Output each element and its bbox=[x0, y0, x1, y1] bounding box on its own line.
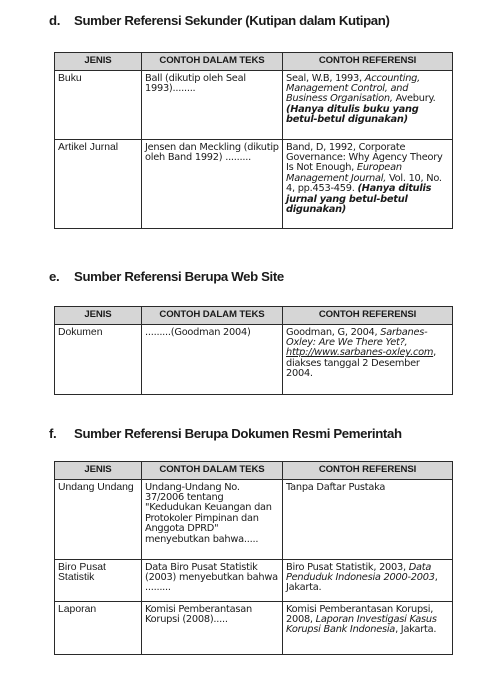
table-row bbox=[55, 479, 453, 559]
table-header-row bbox=[55, 462, 453, 480]
reference-text-segment: (Hanya ditulis jurnal yang betul-betul digunakan) bbox=[286, 183, 432, 216]
reference-text-segment: , Jakarta. bbox=[395, 624, 437, 636]
table-header-row bbox=[55, 53, 453, 71]
cell-contoh-referensi bbox=[283, 479, 453, 559]
reference-text-segment: Band, D, 1992, Corporate Governance: Why Agency Theory Is Not Enough, bbox=[286, 141, 443, 174]
table-row bbox=[55, 601, 453, 654]
section-title: Sumber Referensi Berupa Dokumen Resmi Pemerintah bbox=[74, 426, 402, 441]
column-header-jenis: JENIS bbox=[55, 462, 142, 480]
column-header-contoh-teks: CONTOH DALAM TEKS bbox=[142, 53, 283, 71]
cell-contoh-referensi bbox=[283, 139, 453, 228]
reference-text-segment: Avebury. bbox=[392, 93, 436, 105]
column-header-contoh-referensi: CONTOH REFERENSI bbox=[283, 307, 453, 325]
reference-text-segment: Goodman, G, 2004, bbox=[286, 326, 381, 338]
section-letter: f. bbox=[49, 426, 57, 441]
section-heading-f bbox=[49, 426, 402, 441]
cell-contoh-referensi bbox=[283, 70, 453, 139]
reference-url-link[interactable]: http://www.sarbanes-oxley.com bbox=[286, 347, 434, 359]
column-header-jenis: JENIS bbox=[55, 307, 142, 325]
reference-text-segment: Vol. 10, No. 4, pp.453-459. bbox=[286, 172, 442, 195]
table-row bbox=[55, 70, 453, 139]
reference-text-segment: Seal, W.B, 1993, bbox=[286, 72, 365, 84]
reference-text-segment: Data Penduduk Indonesia 2000-2003 bbox=[286, 561, 435, 583]
cell-contoh-teks: Komisi Pemberantasan Korupsi (2008)..... bbox=[142, 601, 283, 654]
table-row bbox=[55, 324, 453, 394]
cell-jenis: Undang Undang bbox=[55, 479, 142, 559]
reference-text-segment: , Jakarta. bbox=[286, 572, 438, 594]
column-header-contoh-teks: CONTOH DALAM TEKS bbox=[142, 462, 283, 480]
reference-text-segment: Sarbanes-Oxley: Are We There Yet?, bbox=[286, 326, 428, 348]
table-secondary-reference bbox=[54, 52, 453, 229]
cell-jenis: Laporan bbox=[55, 601, 142, 654]
section-letter: e. bbox=[49, 269, 60, 284]
section-heading-e bbox=[49, 269, 284, 284]
cell-contoh-teks: Jensen dan Meckling (dikutip oleh Band 1992) ......... bbox=[142, 139, 283, 228]
column-header-contoh-teks: CONTOH DALAM TEKS bbox=[142, 307, 283, 325]
cell-jenis: Buku bbox=[55, 70, 142, 139]
cell-contoh-referensi bbox=[283, 324, 453, 394]
section-heading-d bbox=[49, 13, 390, 28]
cell-contoh-teks: Ball (dikutip oleh Seal 1993)........ bbox=[142, 70, 283, 139]
table-row bbox=[55, 559, 453, 601]
cell-contoh-referensi bbox=[283, 601, 453, 654]
reference-text-segment: , diakses tanggal 2 Desember 2004. bbox=[286, 347, 437, 380]
column-header-contoh-referensi: CONTOH REFERENSI bbox=[283, 462, 453, 480]
reference-text-segment: Komisi Pemberantasan Korupsi, 2008, bbox=[286, 603, 434, 625]
cell-contoh-teks: Undang-Undang No. 37/2006 tentang "Kedudukan Keuangan dan Protokoler Pimpinan dan Anggota DPRD" menyebutkan bahwa..... bbox=[142, 479, 283, 559]
cell-contoh-teks: Data Biro Pusat Statistik (2003) menyebutkan bahwa ......... bbox=[142, 559, 283, 601]
table-website-reference bbox=[54, 306, 453, 395]
reference-text-segment: (Hanya ditulis buku yang betul-betul digunakan) bbox=[286, 103, 419, 126]
section-title: Sumber Referensi Sekunder (Kutipan dalam Kutipan) bbox=[74, 13, 390, 28]
section-title: Sumber Referensi Berupa Web Site bbox=[74, 269, 284, 284]
cell-jenis: Artikel Jurnal bbox=[55, 139, 142, 228]
column-header-contoh-referensi: CONTOH REFERENSI bbox=[283, 53, 453, 71]
reference-text-segment: European Management Journal, bbox=[286, 162, 402, 184]
table-government-document-reference bbox=[54, 461, 453, 655]
cell-jenis: Dokumen bbox=[55, 324, 142, 394]
cell-contoh-teks: .........(Goodman 2004) bbox=[142, 324, 283, 394]
cell-jenis: Biro Pusat Statistik bbox=[55, 559, 142, 601]
table-row bbox=[55, 139, 453, 228]
section-letter: d. bbox=[49, 13, 61, 28]
table-header-row bbox=[55, 307, 453, 325]
column-header-jenis: JENIS bbox=[55, 53, 142, 71]
reference-text-segment: Laporan Investigasi Kasus Korupsi Bank Indonesia bbox=[286, 614, 437, 636]
cell-contoh-referensi bbox=[283, 559, 453, 601]
reference-text-segment: Accounting, Management Control, and Business Organisation, bbox=[286, 72, 420, 105]
reference-text-segment: Biro Pusat Statistik, 2003, bbox=[286, 561, 409, 573]
reference-text-segment: Tanpa Daftar Pustaka bbox=[286, 481, 386, 493]
